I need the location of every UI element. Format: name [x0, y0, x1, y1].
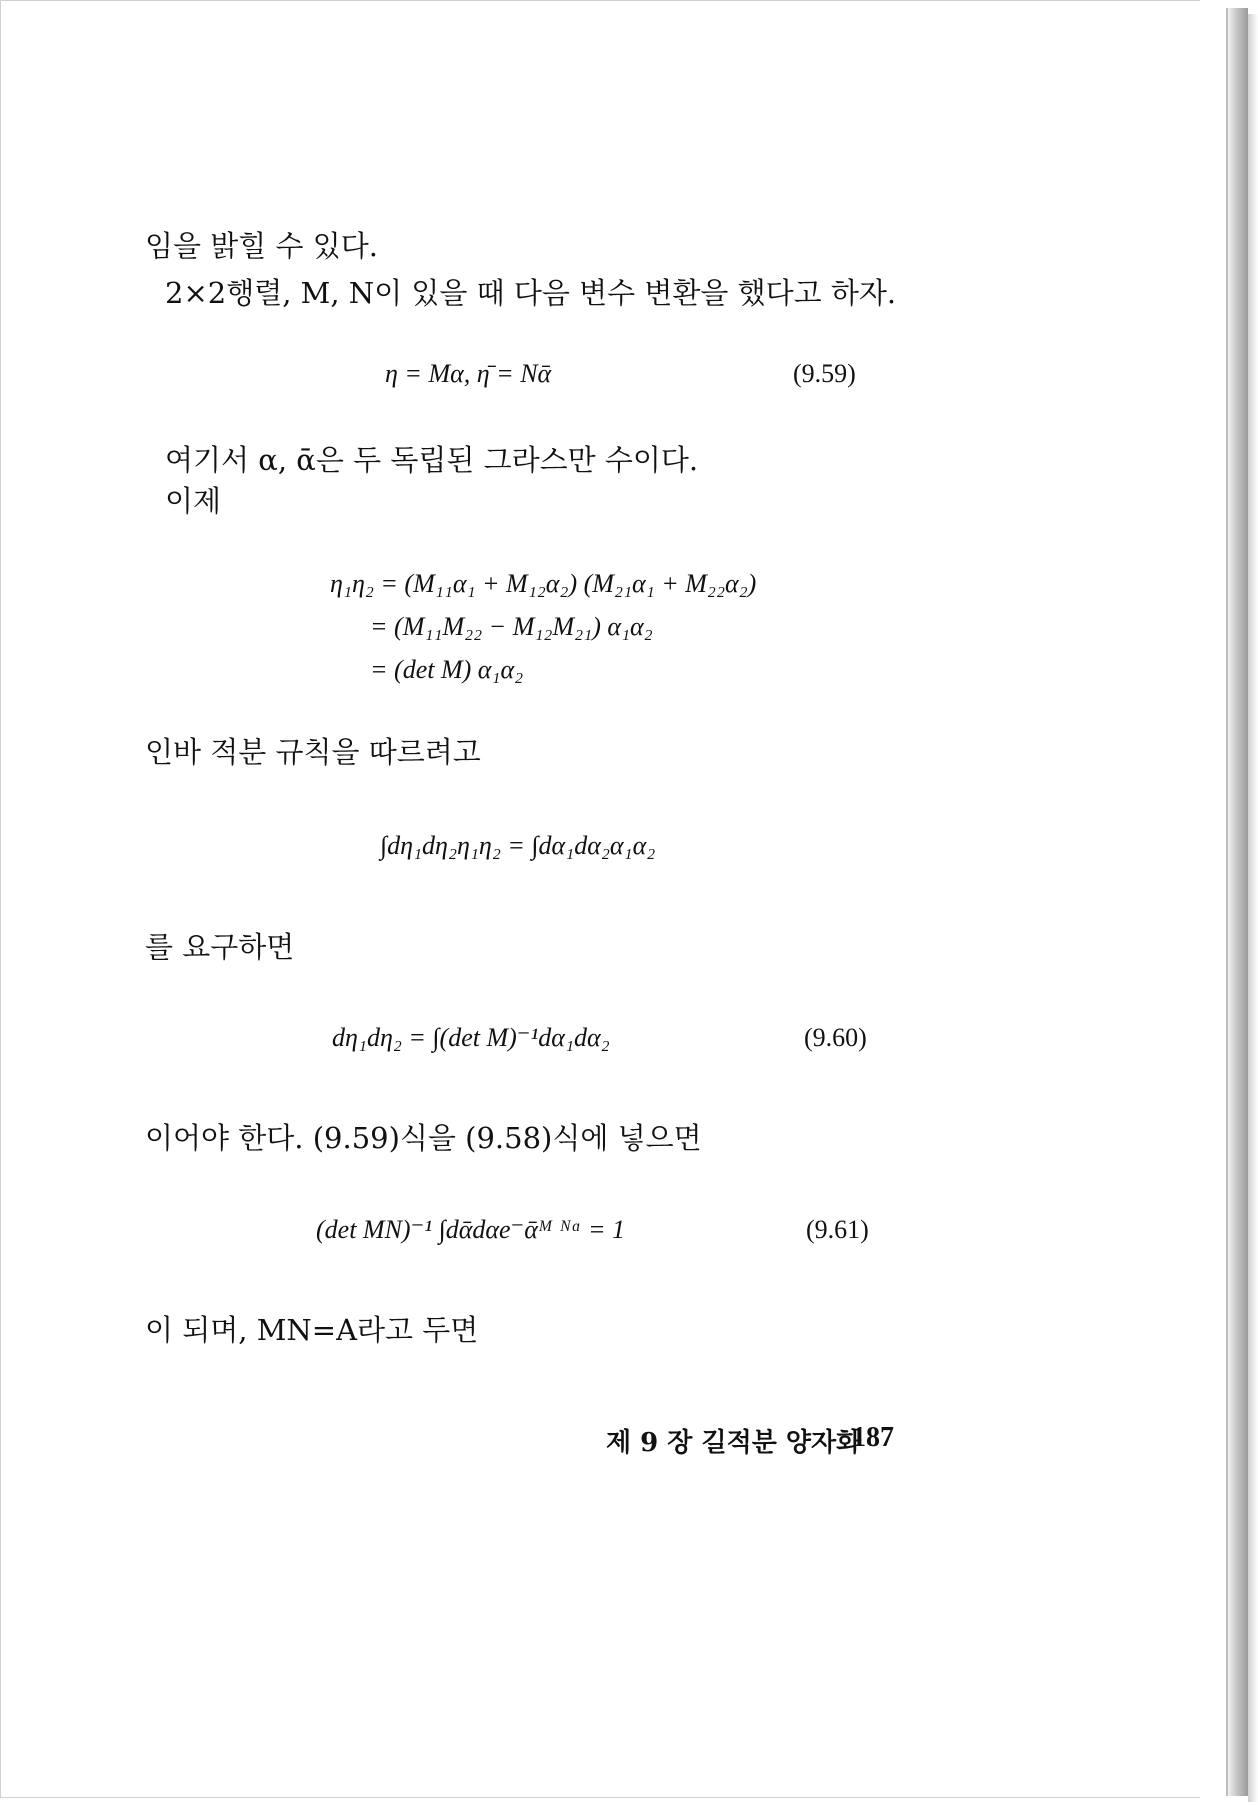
equation-eta-product-line-2: = (M₁₁M₂₂ − M₁₂M₂₁) α₁α₂: [370, 612, 653, 641]
text-line-8: 이 되며, MN=A라고 두면: [145, 1313, 479, 1347]
equation-integral-rule: ∫dη₁dη₂η₁η₂ = ∫dα₁dα₂α₁α₂: [380, 831, 656, 860]
page-edge: [1226, 8, 1248, 1796]
page-edge-shadow: [1248, 14, 1258, 1802]
equation-number-9-59: (9.59): [793, 359, 856, 388]
text-line-5: 인바 적분 규칙을 따르려고: [145, 735, 481, 769]
text-line-3: 여기서 α, ᾱ은 두 독립된 그라스만 수이다.: [165, 443, 699, 477]
running-footer-chapter: 제 9 장 길적분 양자화: [606, 1428, 862, 1458]
text-line-7: 이어야 한다. (9.59)식을 (9.58)식에 넣으면: [145, 1121, 702, 1155]
equation-9-60: dη₁dη₂ = ∫(det M)⁻¹dα₁dα₂: [332, 1023, 610, 1052]
page-number: 187: [852, 1422, 894, 1453]
equation-eta-product-line-3: = (det M) α₁α₂: [370, 655, 524, 684]
equation-9-59: η = Mα, η̄ = Nᾱ: [385, 359, 552, 388]
text-line-6: 를 요구하면: [145, 930, 295, 964]
equation-number-9-61: (9.61): [806, 1215, 869, 1244]
equation-eta-product-line-1: η₁η₂ = (M₁₁α₁ + M₁₂α₂) (M₂₁α₁ + M₂₂α₂): [330, 569, 757, 598]
equation-9-61: (det MN)⁻¹ ∫dᾱdαe⁻ᾱᴹ ᴺᵅ = 1: [316, 1215, 625, 1244]
text-line-2: 2×2행렬, M, N이 있을 때 다음 변수 변환을 했다고 하자.: [165, 276, 897, 310]
text-line-4: 이제: [165, 484, 222, 518]
text-line-1: 임을 밝힐 수 있다.: [145, 229, 378, 263]
equation-number-9-60: (9.60): [804, 1023, 867, 1052]
